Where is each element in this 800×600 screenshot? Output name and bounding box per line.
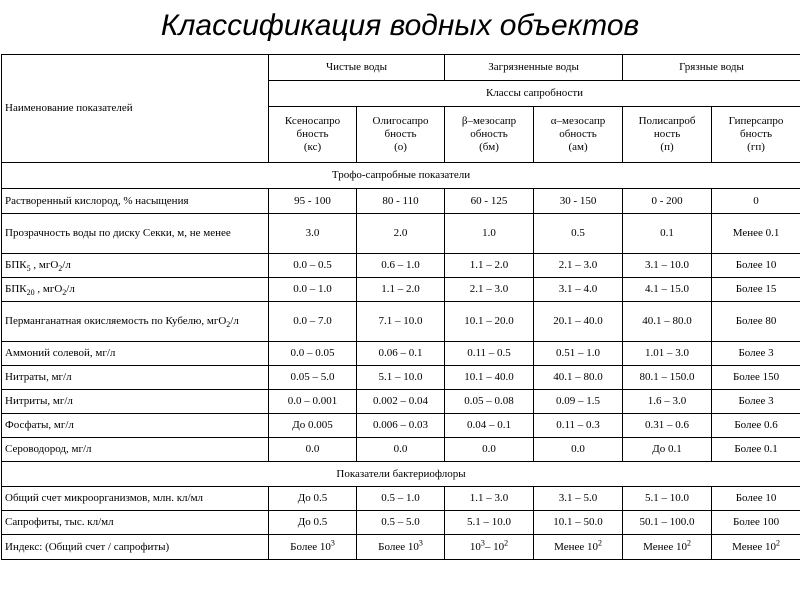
cell: Более 100 <box>712 511 800 535</box>
cell: 1.0 <box>445 214 534 254</box>
cell: 0.04 – 0.1 <box>445 414 534 438</box>
cell: До 0.5 <box>269 487 357 511</box>
row-label: Прозрачность воды по диску Секки, м, не менее <box>2 214 269 254</box>
row-label: $БПК_5$ , мгО$_2$/л <box>2 254 269 278</box>
table-row <box>2 390 800 414</box>
cell: Менее 0.1 <box>712 214 800 254</box>
row-label: Перманганатная окисляемость по Кубелю, мгО$_2$/л <box>2 302 269 342</box>
class-header: α–мезосапр обность (ам) <box>534 107 623 163</box>
page-title: Классификация водных объектов <box>160 9 640 42</box>
row-label: Сероводород, мг/л <box>2 438 269 462</box>
cell: Более 3 <box>712 342 800 366</box>
table-row <box>2 254 800 278</box>
classification-table <box>1 54 800 560</box>
cell: 0.51 – 1.0 <box>534 342 623 366</box>
cell: 3.1 – 4.0 <box>534 278 623 302</box>
cell: Более 10 <box>712 254 800 278</box>
cell: Более 0.1 <box>712 438 800 462</box>
cell: 0.05 – 0.08 <box>445 390 534 414</box>
cell: 5.1 – 10.0 <box>445 511 534 535</box>
cell: 5.1 – 10.0 <box>623 487 712 511</box>
cell: 80 - 110 <box>357 189 445 214</box>
row-label: Нитриты, мг/л <box>2 390 269 414</box>
cell: 3.1 – 5.0 <box>534 487 623 511</box>
cell: До 0.5 <box>269 511 357 535</box>
header-name-col: Наименование показателей <box>2 55 269 163</box>
cell: Более 10 <box>712 487 800 511</box>
table-row <box>2 278 800 302</box>
cell: Более 0.6 <box>712 414 800 438</box>
cell: 0.0 <box>445 438 534 462</box>
cell: 1.1 – 2.0 <box>357 278 445 302</box>
section-row <box>2 163 800 189</box>
cell: 7.1 – 10.0 <box>357 302 445 342</box>
cell: 0.05 – 5.0 <box>269 366 357 390</box>
cell: Более 150 <box>712 366 800 390</box>
cell: 0.0 – 0.5 <box>269 254 357 278</box>
cell: 0.11 – 0.5 <box>445 342 534 366</box>
classes-label: Классы сапробности <box>269 81 800 107</box>
class-header: Олигосапро бность (о) <box>357 107 445 163</box>
class-header: Ксеносапро бность (кс) <box>269 107 357 163</box>
cell: 2.1 – 3.0 <box>445 278 534 302</box>
cell: Менее $10^2$ <box>623 535 712 560</box>
row-label: Аммоний солевой, мг/л <box>2 342 269 366</box>
cell: 2.0 <box>357 214 445 254</box>
group-dirty: Грязные воды <box>623 55 800 81</box>
cell: 30 - 150 <box>534 189 623 214</box>
row-label: $БПК_{20}$ , мгО$_2$/л <box>2 278 269 302</box>
table-row <box>2 535 800 560</box>
cell: 0.0 – 1.0 <box>269 278 357 302</box>
table-row <box>2 302 800 342</box>
cell: 0.0 <box>269 438 357 462</box>
header-row-groups <box>2 55 800 81</box>
row-label: Индекс: (Общий счет / сапрофиты) <box>2 535 269 560</box>
cell: 20.1 – 40.0 <box>534 302 623 342</box>
cell: 3.0 <box>269 214 357 254</box>
cell: 10.1 – 20.0 <box>445 302 534 342</box>
group-clean: Чистые воды <box>269 55 445 81</box>
cell: $10^3-$ $10^2$ <box>445 535 534 560</box>
cell: 0.6 – 1.0 <box>357 254 445 278</box>
cell: 0.0 – 0.05 <box>269 342 357 366</box>
table-row <box>2 487 800 511</box>
cell: 0.1 <box>623 214 712 254</box>
row-label: Общий счет микроорганизмов, млн. кл/мл <box>2 487 269 511</box>
class-header: Полисапроб ность (п) <box>623 107 712 163</box>
cell: 10.1 – 50.0 <box>534 511 623 535</box>
table-row <box>2 511 800 535</box>
cell: 0.0 <box>357 438 445 462</box>
cell: 4.1 – 15.0 <box>623 278 712 302</box>
cell: Более 3 <box>712 390 800 414</box>
cell: Более $10^3$ <box>269 535 357 560</box>
cell: Более $10^3$ <box>357 535 445 560</box>
cell: Более 15 <box>712 278 800 302</box>
cell: Менее $10^2$ <box>712 535 800 560</box>
row-label: Нитраты, мг/л <box>2 366 269 390</box>
cell: 0.0 – 7.0 <box>269 302 357 342</box>
cell: Более 80 <box>712 302 800 342</box>
cell: 40.1 – 80.0 <box>623 302 712 342</box>
cell: 60 - 125 <box>445 189 534 214</box>
cell: 0.5 <box>534 214 623 254</box>
cell: 95 - 100 <box>269 189 357 214</box>
table-row <box>2 414 800 438</box>
cell: 0 - 200 <box>623 189 712 214</box>
section-trofo: Трофо-сапробные показатели <box>2 163 800 189</box>
cell: 0.11 – 0.3 <box>534 414 623 438</box>
table-row <box>2 342 800 366</box>
cell: Менее $10^2$ <box>534 535 623 560</box>
row-label: Растворенный кислород, % насыщения <box>2 189 269 214</box>
cell: 0.31 – 0.6 <box>623 414 712 438</box>
cell: 0.002 – 0.04 <box>357 390 445 414</box>
cell: 0.5 – 1.0 <box>357 487 445 511</box>
cell: 1.6 – 3.0 <box>623 390 712 414</box>
class-header: Гиперсапро бность (гп) <box>712 107 800 163</box>
table-row <box>2 214 800 254</box>
row-label: Сапрофиты, тыс. кл/мл <box>2 511 269 535</box>
table-row <box>2 366 800 390</box>
cell: 1.1 – 2.0 <box>445 254 534 278</box>
section-row <box>2 462 800 487</box>
table-row <box>2 189 800 214</box>
cell: 3.1 – 10.0 <box>623 254 712 278</box>
table-row <box>2 438 800 462</box>
cell: 0.06 – 0.1 <box>357 342 445 366</box>
cell: 10.1 – 40.0 <box>445 366 534 390</box>
cell: 0.5 – 5.0 <box>357 511 445 535</box>
row-label: Фосфаты, мг/л <box>2 414 269 438</box>
cell: 0.006 – 0.03 <box>357 414 445 438</box>
cell: 2.1 – 3.0 <box>534 254 623 278</box>
cell: 0.0 <box>534 438 623 462</box>
cell: 0.09 – 1.5 <box>534 390 623 414</box>
cell: 1.1 – 3.0 <box>445 487 534 511</box>
section-bacterio: Показатели бактериофлоры <box>2 462 800 487</box>
class-header: β–мезосапр обность (бм) <box>445 107 534 163</box>
cell: 0 <box>712 189 800 214</box>
cell: До 0.005 <box>269 414 357 438</box>
cell: 1.01 – 3.0 <box>623 342 712 366</box>
cell: 50.1 – 100.0 <box>623 511 712 535</box>
cell: 5.1 – 10.0 <box>357 366 445 390</box>
cell: 80.1 – 150.0 <box>623 366 712 390</box>
cell: До 0.1 <box>623 438 712 462</box>
cell: 0.0 – 0.001 <box>269 390 357 414</box>
group-polluted: Загрязненные воды <box>445 55 623 81</box>
cell: 40.1 – 80.0 <box>534 366 623 390</box>
